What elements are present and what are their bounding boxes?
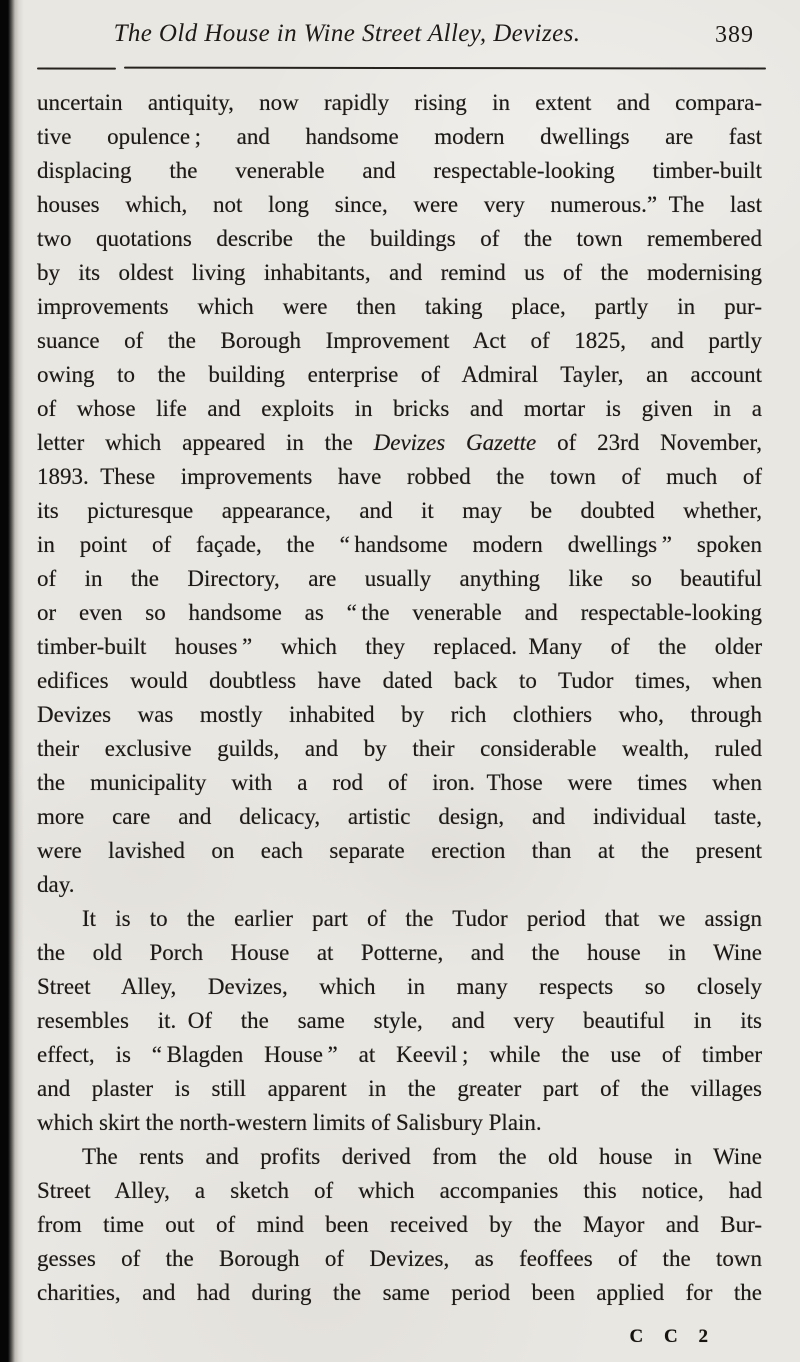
header-rule-segment <box>37 67 116 69</box>
text-line <box>37 324 762 358</box>
text-line <box>37 290 762 324</box>
text-segment: and plaster is still apparent in the greater part of the villages <box>37 1076 762 1101</box>
text-segment: day. <box>37 872 75 897</box>
text-line <box>37 596 762 630</box>
text-line <box>37 256 762 290</box>
text-segment: more care and delicacy, artistic design, and individual taste, <box>37 804 762 829</box>
text-segment: It is to the earlier part of the Tudor period that we assign <box>82 906 762 931</box>
text-segment: effect, is “ Blagden House ” at Keevil ; while the use of timber <box>37 1042 762 1067</box>
text-line <box>37 1072 762 1106</box>
text-line <box>37 494 762 528</box>
text-segment: Street Alley, a sketch of which accompanies this notice, had <box>37 1178 762 1203</box>
text-segment: two quotations describe the buildings of the town remembered <box>37 226 762 251</box>
italic-text: Devizes Gazette <box>373 430 537 455</box>
text-segment: Devizes was mostly inhabited by rich clothiers who, through <box>37 702 762 727</box>
running-head <box>37 20 762 56</box>
text-segment: edifices would doubtless have dated back to Tudor times, when <box>37 668 762 693</box>
text-segment: improvements which were then taking place, partly in pur- <box>37 294 762 319</box>
paragraph <box>37 902 762 1140</box>
text-line <box>37 1174 762 1208</box>
text-line <box>37 800 762 834</box>
paragraph <box>37 86 762 902</box>
text-segment: or even so handsome as “ the venerable and respectable-looking <box>37 600 762 625</box>
text-segment: The rents and profits derived from the old house in Wine <box>82 1144 762 1169</box>
text-line <box>37 358 762 392</box>
text-line <box>37 222 762 256</box>
text-segment: its picturesque appearance, and it may be doubted whether, <box>37 498 762 523</box>
text-segment: Street Alley, Devizes, which in many respects so closely <box>37 974 762 999</box>
text-line <box>37 936 762 970</box>
text-segment: displacing the venerable and respectable-looking timber-built <box>37 158 762 183</box>
text-line <box>37 188 762 222</box>
page-body <box>37 86 762 1310</box>
text-line <box>37 868 762 902</box>
text-line <box>37 902 762 936</box>
text-segment: letter which appeared in the <box>37 430 374 455</box>
text-segment: which skirt the north-western limits of Salisbury Plain. <box>37 1110 542 1135</box>
text-segment: gesses of the Borough of Devizes, as feoffees of the town <box>37 1246 762 1271</box>
text-segment: the municipality with a rod of iron. Those were times when <box>37 770 762 795</box>
text-line <box>37 562 762 596</box>
text-line <box>37 120 762 154</box>
text-segment: uncertain antiquity, now rapidly rising in extent and compara- <box>37 90 762 115</box>
page-title: The Old House in Wine Street Alley, Devizes. <box>113 20 581 47</box>
text-segment: houses which, not long since, were very numerous.” The last <box>37 192 762 217</box>
text-segment: were lavished on each separate erection than at the present <box>37 838 762 863</box>
text-line <box>37 1140 762 1174</box>
text-segment: timber-built houses ” which they replaced. Many of the older <box>37 634 762 659</box>
text-line <box>37 1106 762 1140</box>
page-number: 389 <box>715 22 754 48</box>
text-line <box>37 732 762 766</box>
text-line <box>37 1004 762 1038</box>
binding-gutter-shadow <box>0 0 24 1362</box>
header-rule-segment <box>124 67 766 70</box>
text-segment: of in the Directory, are usually anything like so beautiful <box>37 566 762 591</box>
header-rule <box>37 66 766 70</box>
text-segment: their exclusive guilds, and by their considerable wealth, ruled <box>37 736 762 761</box>
text-segment: in point of façade, the “ handsome modern dwellings ” spoken <box>37 532 762 557</box>
text-line <box>37 154 762 188</box>
text-segment: resembles it. Of the same style, and very beautiful in its <box>37 1008 762 1033</box>
text-segment: of whose life and exploits in bricks and mortar is given in a <box>37 396 762 421</box>
text-segment: owing to the building enterprise of Admiral Tayler, an account <box>37 362 762 387</box>
text-line <box>37 426 762 460</box>
signature-mark: C C 2 <box>629 1326 715 1347</box>
text-line <box>37 970 762 1004</box>
text-segment: the old Porch House at Potterne, and the house in Wine <box>37 940 762 965</box>
text-segment: by its oldest living inhabitants, and remind us of the modernising <box>37 260 762 285</box>
text-segment: from time out of mind been received by the Mayor and Bur- <box>37 1212 762 1237</box>
text-line <box>37 766 762 800</box>
text-line <box>37 698 762 732</box>
text-segment: charities, and had during the same period been applied for the <box>37 1280 762 1305</box>
text-segment: tive opulence ; and handsome modern dwellings are fast <box>37 124 762 149</box>
text-line <box>37 1242 762 1276</box>
text-segment: suance of the Borough Improvement Act of 1825, and partly <box>37 328 762 353</box>
text-line <box>37 664 762 698</box>
text-line <box>37 1038 762 1072</box>
text-line <box>37 1276 762 1310</box>
text-line <box>37 86 762 120</box>
text-line <box>37 392 762 426</box>
paragraph <box>37 1140 762 1310</box>
text-segment: 1893. These improvements have robbed the town of much of <box>37 464 762 489</box>
text-line <box>37 1208 762 1242</box>
text-line <box>37 460 762 494</box>
text-line <box>37 630 762 664</box>
text-line <box>37 528 762 562</box>
text-segment: of 23rd November, <box>536 430 762 455</box>
text-line <box>37 834 762 868</box>
